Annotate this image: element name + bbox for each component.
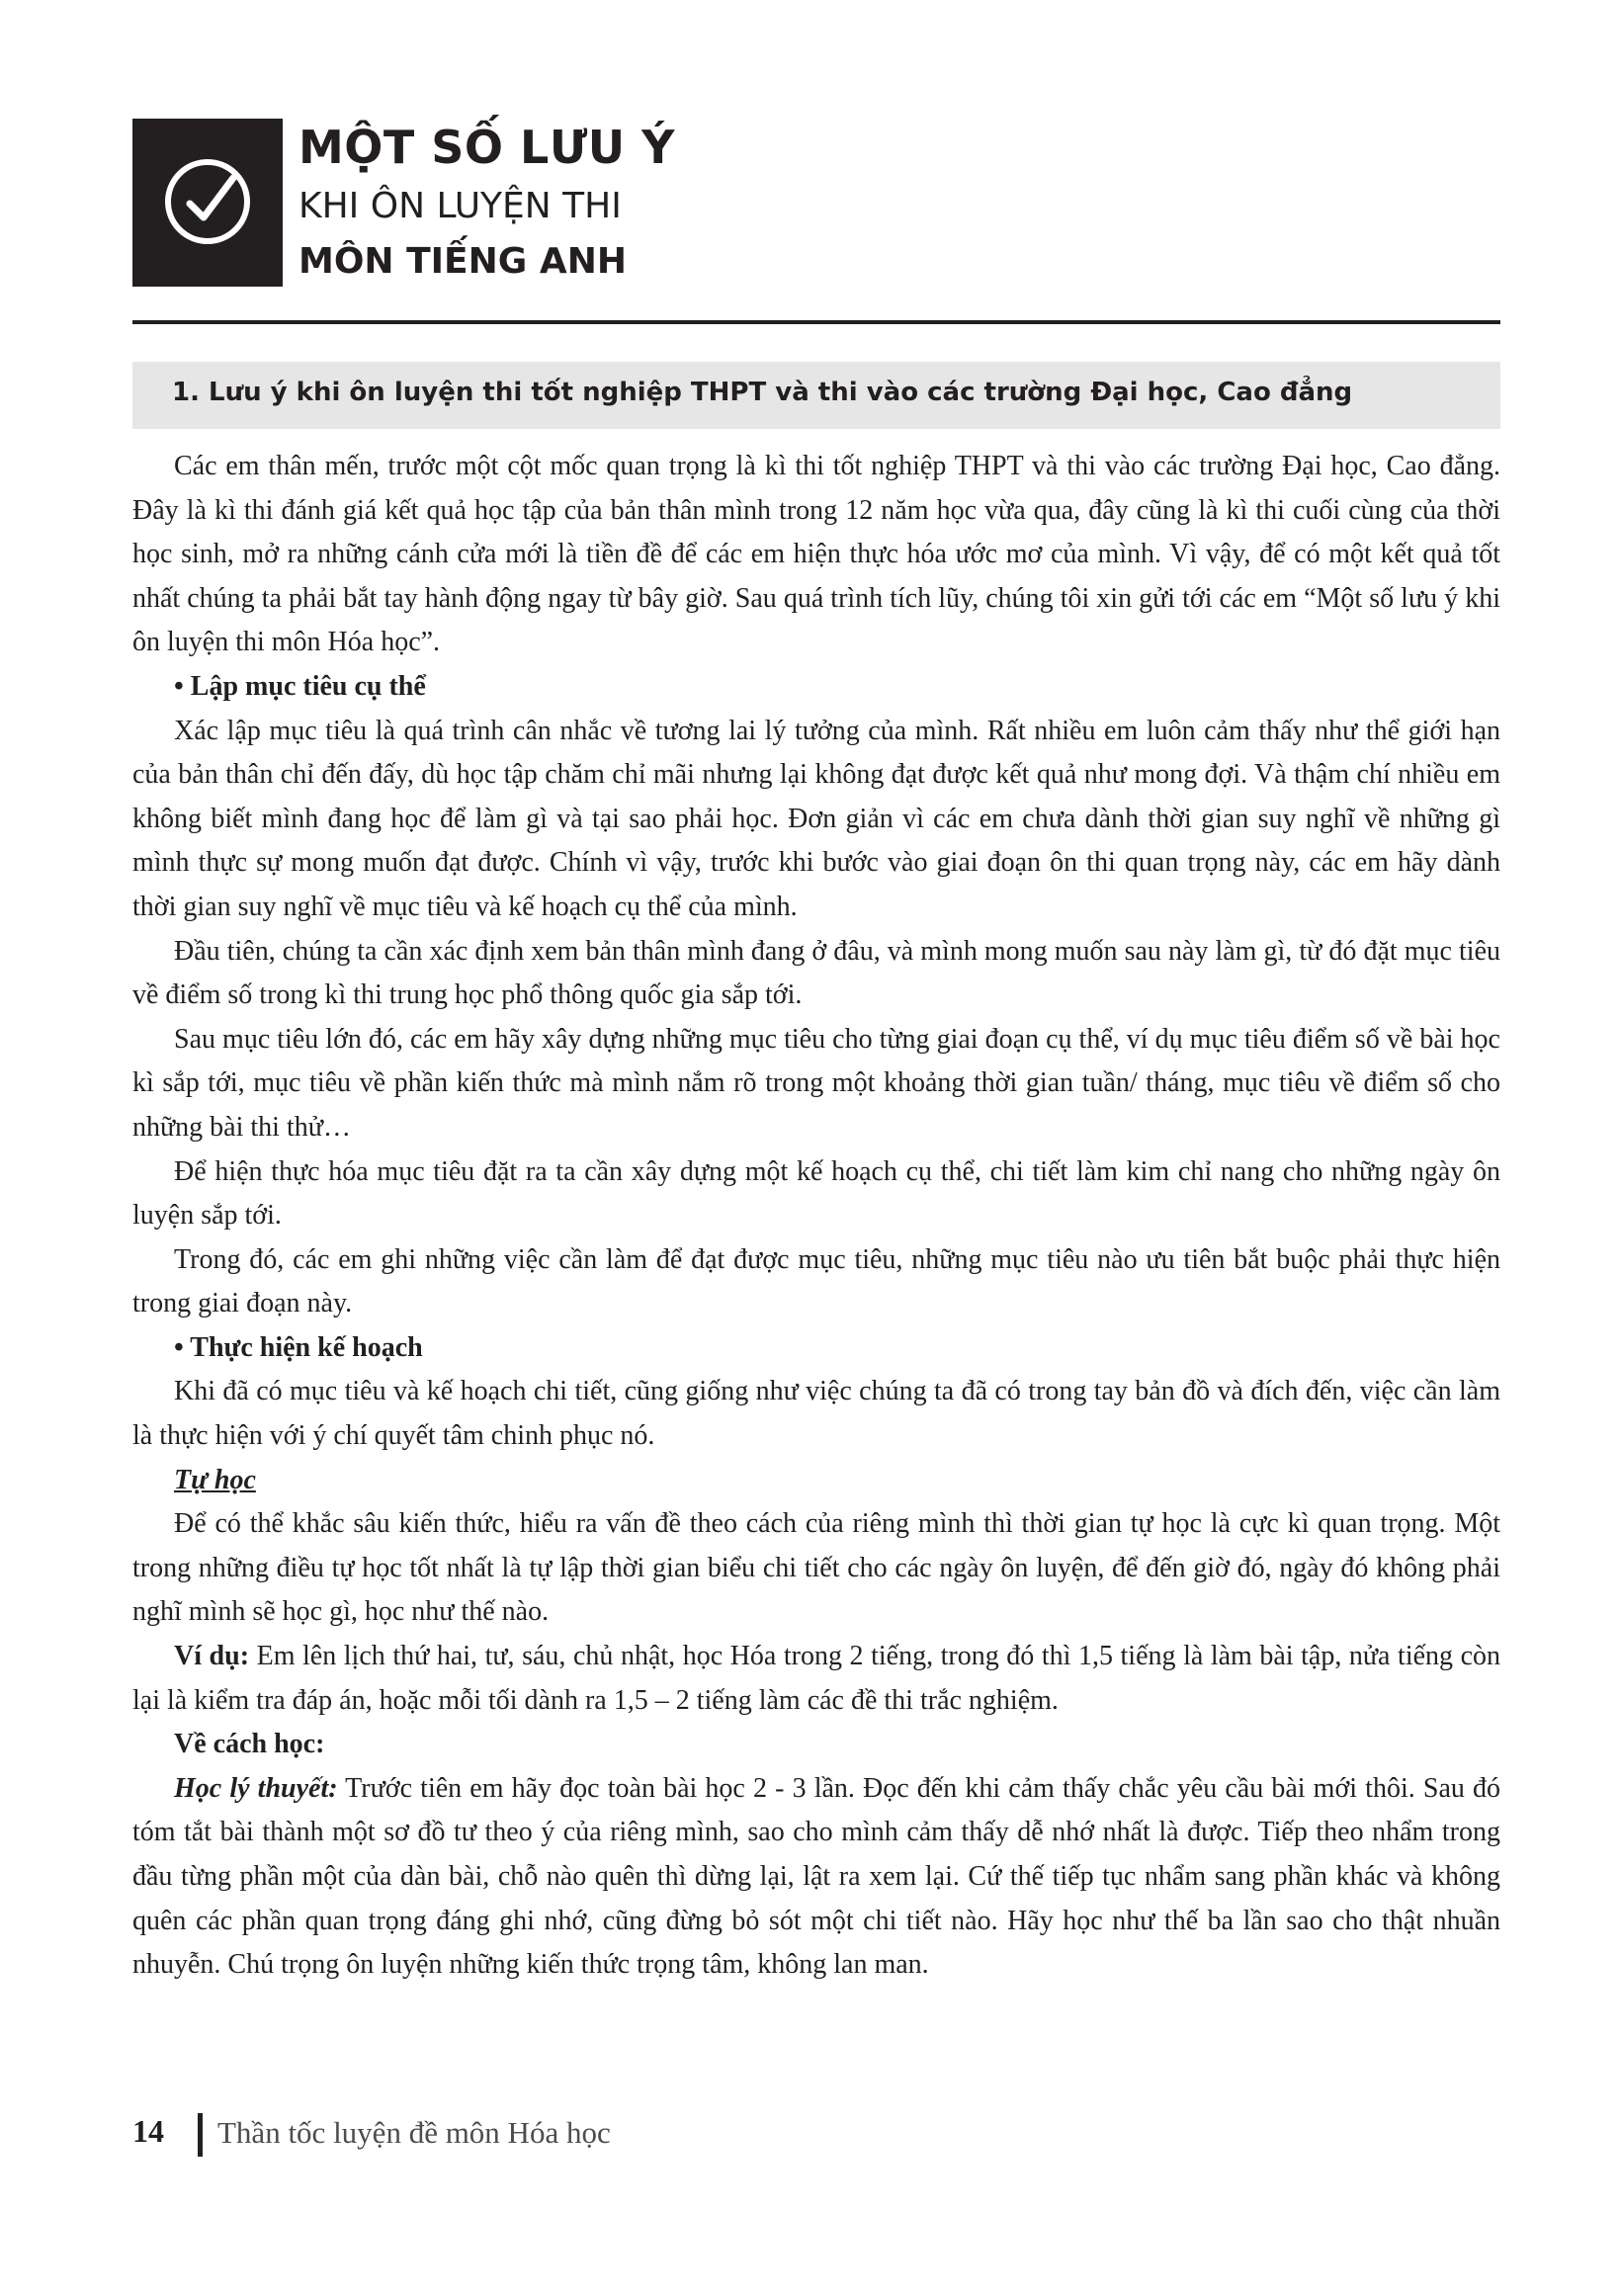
book-title: Thần tốc luyện đề môn Hóa học <box>217 2115 611 2150</box>
title-line-1: MỘT SỐ LƯU Ý <box>298 121 675 174</box>
self-study-heading: Tự học <box>174 1464 256 1495</box>
header-divider <box>132 320 1500 324</box>
chapter-header <box>132 119 1496 287</box>
paragraph: Trong đó, các em ghi những việc cần làm để đạt được mục tiêu, những mục tiêu nào ưu tiên bắt buộc phải thực hiện trong giai đoạn này. <box>132 1243 1500 1319</box>
intro-paragraph: Các em thân mến, trước một cột mốc quan trọng là kì thi tốt nghiệp THPT và thi vào các trường Đại học, Cao đẳng. Đây là kì thi đánh giá kết quả học tập của bản thân mình trong 12 năm học vừa qua, đây cũng là kì thi cuối cùng của thời học sinh, mở ra những cánh cửa mới là tiền đề để các em hiện thực hóa ước mơ của mình. Vì vậy, để có một kết quả tốt nhất chúng ta phải bắt tay hành động ngay từ bây giờ. Sau quá trình tích lũy, chúng tôi xin gửi tới các em “Một số lưu ý khi ôn luyện thi môn Hóa học”. <box>132 451 1500 658</box>
checkmark-circle-svg <box>160 154 255 249</box>
section-heading: 1. Lưu ý khi ôn luyện thi tốt nghiệp THPT và thi vào các trường Đại học, Cao đẳng <box>172 378 1353 407</box>
title-line-2: KHI ÔN LUYỆN THI <box>298 186 622 226</box>
theory-paragraph <box>132 1767 1500 1988</box>
paragraph: Sau mục tiêu lớn đó, các em hãy xây dựng những mục tiêu cho từng giai đoạn cụ thể, ví dụ mục tiêu điểm số về bài học kì sắp tới, mục tiêu về phần kiến thức mà mình nắm rõ trong một khoảng thời gian tuần/ tháng, mục tiêu về điểm số cho những bài thi thử… <box>132 1023 1500 1143</box>
theory-text: Trước tiên em hãy đọc toàn bài học 2 - 3 lần. Đọc đến khi cảm thấy chắc yêu cầu bài mới thôi. Sau đó tóm tắt bài thành một sơ đồ tư theo ý của riêng mình, sao cho mình cảm thấy dễ nhớ nhất là được. Tiếp theo nhẩm trong đầu từng phần một của dàn bài, chỗ nào quên thì dừng lại, lật ra xem lại. Cứ thế tiếp tục nhẩm sang phần khác và không quên các phần quan trọng đáng ghi nhớ, cũng đừng bỏ sót một chi tiết nào. Hãy học như thế ba lần sao cho thật nhuần nhuyễn. Chú trọng ôn luyện những kiến thức trọng tâm, không lan man. <box>132 1772 1500 1981</box>
example-label: Ví dụ: <box>174 1641 250 1672</box>
paragraph: Để có thể khắc sâu kiến thức, hiểu ra vấn đề theo cách của riêng mình thì thời gian tự học là cực kì quan trọng. Một trong những điều tự học tốt nhất là tự lập thời gian biểu chi tiết cho các ngày ôn luyện, để đến giờ đó, ngày đó không phải nghĩ mình sẽ học gì, học như thế nào. <box>132 1508 1500 1628</box>
body-text <box>132 445 1500 1988</box>
bullet-heading-plan: • Thực hiện kế hoạch <box>174 1331 423 1363</box>
footer-separator <box>198 2113 203 2157</box>
method-heading: Về cách học: <box>174 1729 325 1760</box>
checkmark-circle-icon <box>132 119 283 287</box>
bullet-heading-goals: • Lập mục tiêu cụ thể <box>174 670 426 702</box>
paragraph: Khi đã có mục tiêu và kế hoạch chi tiết, cũng giống như việc chúng ta đã có trong tay bản đồ và đích đến, việc cần làm là thực hiện với ý chí quyết tâm chinh phục nó. <box>132 1376 1500 1452</box>
example-text: Em lên lịch thứ hai, tư, sáu, chủ nhật, học Hóa trong 2 tiếng, trong đó thì 1,5 tiếng là làm bài tập, nửa tiếng còn lại là kiểm tra đáp án, hoặc mỗi tối dành ra 1,5 – 2 tiếng làm các đề thi trắc nghiệm. <box>132 1641 1501 1716</box>
section-heading-banner <box>132 362 1500 429</box>
theory-label: Học lý thuyết: <box>174 1772 338 1804</box>
paragraph: Để hiện thực hóa mục tiêu đặt ra ta cần xây dựng một kế hoạch cụ thể, chi tiết làm kim chỉ nang cho những ngày ôn luyện sắp tới. <box>132 1155 1500 1232</box>
example-paragraph <box>132 1635 1500 1723</box>
page-number: 14 <box>132 2113 164 2149</box>
title-line-3: MÔN TIẾNG ANH <box>298 241 627 282</box>
paragraph: Đầu tiên, chúng ta cần xác định xem bản thân mình đang ở đâu, và mình mong muốn sau này làm gì, từ đó đặt mục tiêu về điểm số trong kì thi trung học phổ thông quốc gia sắp tới. <box>132 935 1500 1011</box>
paragraph: Xác lập mục tiêu là quá trình cân nhắc về tương lai lý tưởng của mình. Rất nhiều em luôn cảm thấy như thể giới hạn của bản thân chỉ đến đấy, dù học tập chăm chỉ mãi nhưng lại không đạt được kết quả như mong đợi. Và thậm chí nhiều em không biết mình đang học để làm gì và tại sao phải học. Đơn giản vì các em chưa dành thời gian suy nghĩ về những gì mình thực sự mong muốn đạt được. Chính vì vậy, trước khi bước vào giai đoạn ôn thi quan trọng này, các em hãy dành thời gian suy nghĩ về mục tiêu và kế hoạch cụ thể của mình. <box>132 715 1500 922</box>
